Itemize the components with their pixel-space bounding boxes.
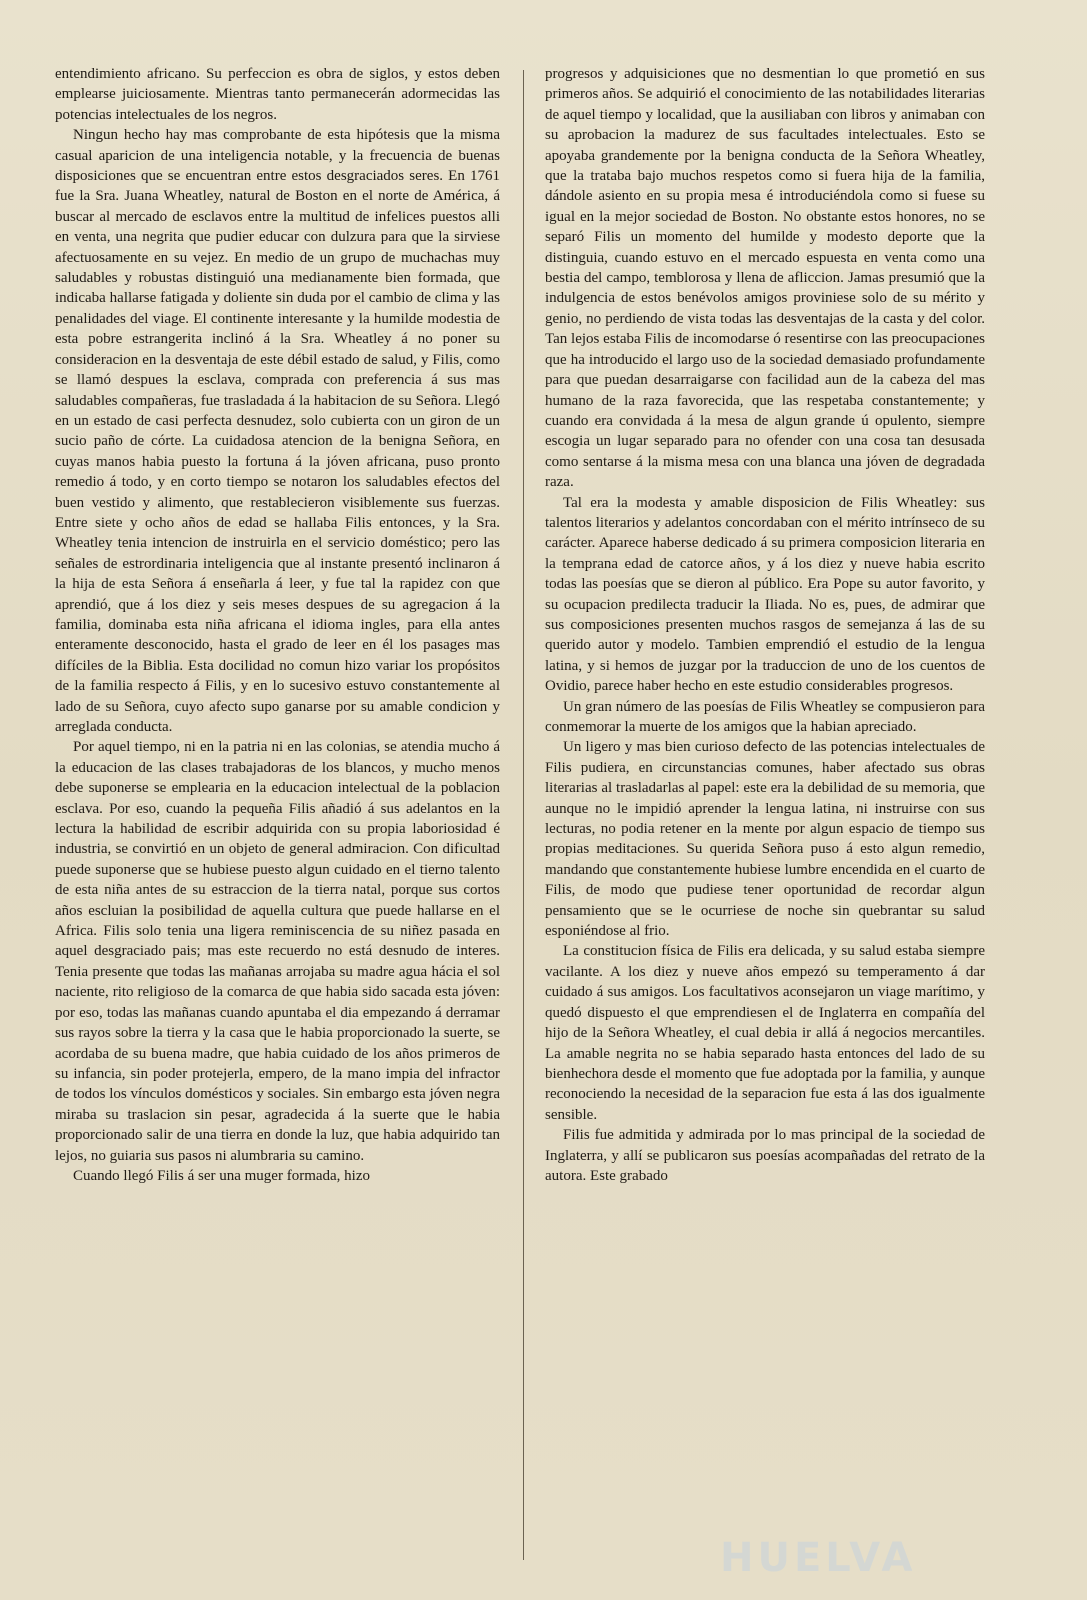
right-column — [545, 64, 985, 1186]
paragraph: Tal era la modesta y amable disposicion de Filis Wheatley: sus talentos literarios y adelantos concordaban con el mérito intrínseco de su carácter. Aparece haberse dedicado á su primera composicion literaria en la temprana edad de catorce años, y á los diez y nueve habia escrito todas las poesías que se dieron al público. Era Pope su autor favorito, y su ocupacion predilecta traducir la Iliada. No es, pues, de admirar que sus composiciones presenten muchos rasgos de semejanza á las de su querido autor y modelo. Tambien emprendió el estudio de la lengua latina, y si hemos de juzgar por la traduccion de uno de los cuentos de Ovidio, parece haber hecho en este estudio considerables progresos. — [545, 494, 985, 695]
column-divider — [523, 70, 524, 1560]
paragraph: Por aquel tiempo, ni en la patria ni en las colonias, se atendia mucho á la educacion de las clases trabajadoras de los blancos, y mucho menos debe suponerse se emplearia en la educacion intelectual de la poblacion esclava. Por eso, cuando la pequeña Filis añadió á sus adelantos en la lectura la habilidad de escribir adquirida con su propia laboriosidad é industria, se convirtió en un objeto de general admiracion. Con dificultad puede suponerse que se hubiese puesto algun cuidado en el tierno talento de esta niña antes de su estraccion de la tierra natal, porque sus cortos años escluian la posibilidad de aquella cultura que puede hallarse en el Africa. Filis solo tenia una ligera reminiscencia de su niñez pasada en aquel desgraciado pais; mas este recuerdo no está desnudo de interes. Tenia presente que todas las mañanas arrojaba su madre agua hácia el sol naciente, rito religioso de la comarca de que habia sido sacada esta jóven: por eso, todas las mañanas cuando apuntaba el dia empezando á derramar sus rayos sobre la tierra y la casa que le habia proporcionado la suerte, se acordaba de su buena madre, que habia cuidado de los años primeros de su infancia, sin poder protejerla, empero, de la mano impia del infractor de todos los vínculos domésticos y sociales. Sin embargo esta jóven negra miraba su traslacion sin pesar, agradecida á la suerte que le habia proporcionado salir de una tierra en donde la luz, que habia adquirido tan lejos, no guiaria sus pasos ni alumbraria su camino. — [55, 739, 500, 1164]
paragraph: Un ligero y mas bien curioso defecto de las potencias intelectuales de Filis pudiera, en circunstancias comunes, haber afectado sus obras literarias al trasladarlas al papel: este era la debilidad de su memoria, que aunque no le impidió aprender la lengua latina, ni instruirse con sus lecturas, no podia retener en la mente por algun espacio de tiempo sus propias meditaciones. Su querida Señora puso á esto algun remedio, mandando que constantemente hubiese lumbre encendida en el cuarto de Filis, de modo que pudiese tener oportunidad de recordar algun pensamiento que se le ocurriese de noche sin quebrantar su salud esponiéndose al frio. — [545, 739, 985, 940]
paragraph: La constitucion física de Filis era delicada, y su salud estaba siempre vacilante. A los diez y nueve años empezó su temperamento á dar cuidado á sus amigos. Los facultativos aconsejaron un viage marítimo, y quedó dispuesto el que emprendiesen el de Inglaterra en compañía del hijo de la Señora Wheatley, el cual debia ir allá á negocios mercantiles. La amable negrita no se habia separado hasta entonces del lado de su bienhechora desde el momento que fue adoptada por la familia, y aunque reconociendo la necesidad de la separacion fue esta á las dos igualmente sensible. — [545, 943, 985, 1123]
paragraph: Filis fue admitida y admirada por lo mas principal de la sociedad de Inglaterra, y allí se publicaron sus poesías acompañadas del retrato de la autora. Este grabado — [545, 1127, 985, 1184]
paragraph: Un gran número de las poesías de Filis Wheatley se compusieron para conmemorar la muerte de los amigos que la habian apreciado. — [545, 698, 985, 735]
paragraph: Ningun hecho hay mas comprobante de esta hipótesis que la misma casual aparicion de una inteligencia notable, y la frecuencia de buenas disposiciones que se encuentran entre estos desgraciados seres. En 1761 fue la Sra. Juana Wheatley, natural de Boston en el norte de América, á buscar al mercado de esclavos entre la multitud de infelices puestos alli en venta, una negrita que pudier educar con dulzura para que la sirviese afectuosamente en su vejez. En medio de un grupo de muchachas muy saludables y robustas distinguió una medianamente bien formada, que indicaba hallarse fatigada y doliente sin duda por el cambio de clima y las penalidades del viage. El continente interesante y la humilde modestia de esta pobre estrangerita inclinó á la Sra. Wheatley á no poner su consideracion en la desventaja de este débil estado de salud, y Filis, como se llamó despues la esclava, comprada con preferencia á sus mas saludables compañeras, fue trasladada á la habitacion de su Señora. Llegó en un estado de casi perfecta desnudez, solo cubierta con un giron de un sucio paño de córte. La cuidadosa atencion de la benigna Señora, en cuyas manos habia puesto la fortuna á la jóven africana, puso pronto remedio á todo, y en corto tiempo se notaron los saludables efectos del buen vestido y alimento, que restablecieron visiblemente sus fuerzas. Entre siete y ocho años de edad se hallaba Filis entonces, y la Sra. Wheatley tenia intencion de instruirla en el servicio doméstico; pero las señales de estrordinaria inteligencia que al instante presentó inclinaron á la hija de esta Señora á enseñarla á leer, y fue tal la rapidez con que aprendió, que á los diez y seis meses despues de su agregacion á la familia, dominaba esta niña africana el idioma ingles, para ella antes enteramente desconocido, hasta el grado de leer en él los pasages mas difíciles de la Biblia. Esta docilidad no comun hizo variar los propósitos de la familia respecto á Filis, y en lo sucesivo estuvo constantemente al lado de su Señora, cuyo afecto supo ganarse por su amable condicion y arreglada conducta. — [55, 127, 500, 735]
library-watermark: HUELVA — [720, 1535, 917, 1581]
paragraph: entendimiento africano. Su perfeccion es obra de siglos, y estos deben emplearse juiciosamente. Mientras tanto permanecerán adormecidas las potencias intelectuales de los negros. — [55, 66, 500, 123]
paragraph: Cuando llegó Filis á ser una muger formada, hizo — [73, 1167, 371, 1184]
left-column — [55, 64, 500, 1186]
paragraph: progresos y adquisiciones que no desmentian lo que prometió en sus primeros años. Se adquirió el conocimiento de las notabilidades literarias de aquel tiempo y localidad, que la ausiliaban con libros y animaban con su aprobacion la madurez de sus facultades intelectuales. Esto se apoyaba grandemente por la benigna conducta de la Señora Wheatley, que la trataba bajo muchos respetos como si fuera hija de la familia, dándole asiento en su propia mesa é introduciéndola como si fuese su igual en la mejor sociedad de Boston. No obstante estos honores, no se separó Filis un momento del humilde y modesto deporte que la distinguia, cuando estuvo en el mercado espuesta en venta como una bestia del campo, temblorosa y llena de afliccion. Jamas presumió que la indulgencia de estos benévolos amigos proviniese solo de su mérito y genio, no perdiendo de vista todas las desventajas de la casta y del color. Tan lejos estaba Filis de incomodarse ó resentirse con las preocupaciones que ha introducido el largo uso de la sociedad demasiado profundamente para que puedan desarraigarse con facilidad aun de la cabeza del mas humano de la raza favorecida, que las respetaba constantemente; y cuando era convidada á la mesa de algun grande ú opulento, siempre escogia un lugar separado para no ofender con una cosa tan desusada como sentarse á la misma mesa con una blanca una jóven de degradada raza. — [545, 66, 985, 491]
